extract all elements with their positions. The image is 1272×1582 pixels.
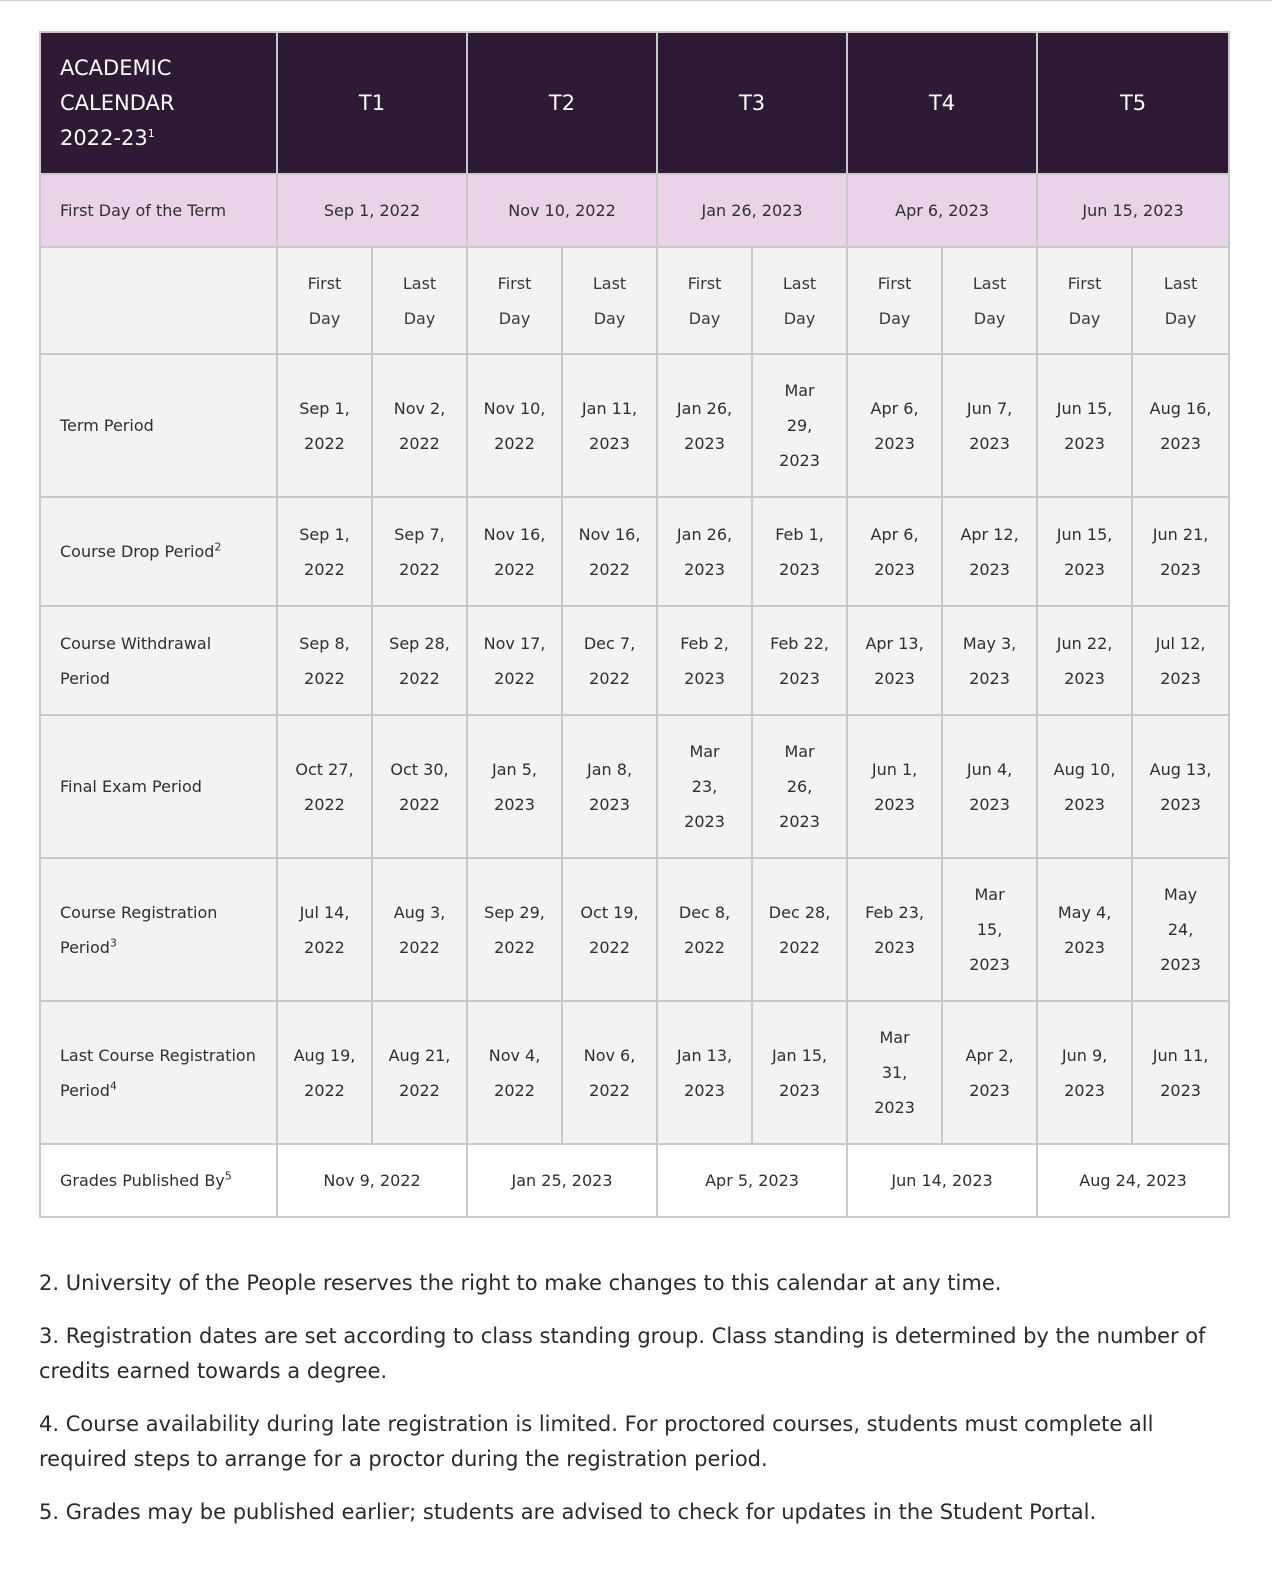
first-day-t4: Apr 6, 2023 bbox=[847, 174, 1037, 247]
date-cell-text: Feb 23, bbox=[865, 902, 924, 922]
date-cell bbox=[562, 715, 657, 858]
date-cell bbox=[752, 1001, 847, 1144]
date-cell-text: 2023 bbox=[684, 668, 725, 688]
date-cell-text: 2023 bbox=[969, 794, 1010, 814]
date-cell-text: Jun 1, bbox=[871, 759, 918, 779]
date-cell bbox=[277, 858, 372, 1001]
grades-published-footnote: 5 bbox=[224, 1169, 232, 1183]
date-cell bbox=[942, 1001, 1037, 1144]
date-cell-text: 2022 bbox=[494, 937, 535, 957]
date-cell bbox=[847, 715, 942, 858]
first-day-header-t2 bbox=[467, 247, 562, 354]
grades-published-t3: Apr 5, 2023 bbox=[657, 1144, 847, 1217]
date-cell-text: 2023 bbox=[779, 559, 820, 579]
date-cell-text: Jan 26, bbox=[676, 398, 733, 418]
date-cell bbox=[1132, 715, 1229, 858]
row-label-text: Term Period bbox=[60, 416, 154, 435]
date-cell bbox=[1132, 497, 1229, 606]
row-label bbox=[40, 606, 277, 715]
grades-published-row bbox=[40, 1144, 1229, 1217]
date-cell bbox=[1037, 497, 1132, 606]
subheader-text: Last bbox=[592, 273, 627, 293]
date-cell bbox=[657, 354, 752, 497]
date-cell-text: Jun 21, bbox=[1152, 524, 1209, 544]
first-day-t2: Nov 10, 2022 bbox=[467, 174, 657, 247]
date-cell-text: 2023 bbox=[684, 1080, 725, 1100]
date-cell-text: Sep 8, bbox=[299, 633, 350, 653]
first-day-t3: Jan 26, 2023 bbox=[657, 174, 847, 247]
date-cell-text: Aug 21, bbox=[388, 1045, 451, 1065]
date-cell-text: Jun 7, bbox=[966, 398, 1013, 418]
date-cell-text: 2023 bbox=[684, 433, 725, 453]
date-cell-text: Jan 26, bbox=[676, 524, 733, 544]
row-label-text: Course Registration Period bbox=[60, 902, 218, 957]
date-cell-text: Dec 8, bbox=[678, 902, 731, 922]
date-cell bbox=[277, 497, 372, 606]
grades-published-label-text: Grades Published By bbox=[60, 1171, 225, 1190]
date-cell-text: 2022 bbox=[399, 433, 440, 453]
date-cell-text: 2023 bbox=[1064, 433, 1105, 453]
date-cell-text: 2023 bbox=[589, 794, 630, 814]
subheader-text: First bbox=[497, 273, 532, 293]
date-cell-text: Dec 28, bbox=[768, 902, 831, 922]
subheader-text: First bbox=[687, 273, 722, 293]
table-row bbox=[40, 497, 1229, 606]
date-cell-text: 2023 bbox=[1064, 794, 1105, 814]
row-label bbox=[40, 858, 277, 1001]
date-cell-text: 2023 bbox=[779, 451, 820, 470]
date-cell-text: Sep 1, bbox=[299, 398, 350, 418]
date-cell-text: 2023 bbox=[779, 1080, 820, 1100]
footnote-3: 3. Registration dates are set according to class standing group. Class standing is determined by the number of credits earned towards a degree. bbox=[39, 1324, 1206, 1383]
date-cell bbox=[562, 354, 657, 497]
first-day-t5: Jun 15, 2023 bbox=[1037, 174, 1229, 247]
date-cell bbox=[562, 1001, 657, 1144]
date-cell bbox=[657, 497, 752, 606]
date-cell-text: 2022 bbox=[494, 433, 535, 453]
date-cell-text: Jan 15, bbox=[771, 1045, 828, 1065]
date-cell-text: 2022 bbox=[304, 668, 345, 688]
date-cell bbox=[467, 497, 562, 606]
date-cell bbox=[1037, 858, 1132, 1001]
last-day-header-t5 bbox=[1132, 247, 1229, 354]
date-cell-text: Oct 30, bbox=[390, 759, 449, 779]
date-cell-text: Nov 16, bbox=[578, 524, 641, 544]
footnote-4: 4. Course availability during late registration is limited. For proctored courses, students must complete all required steps to arrange for a proctor during the registration period. bbox=[39, 1412, 1154, 1471]
date-cell bbox=[657, 715, 752, 858]
date-cell-text: Aug 10, bbox=[1053, 759, 1116, 779]
date-cell-text: Sep 7, bbox=[394, 524, 445, 544]
date-cell-text: Jan 8, bbox=[587, 759, 633, 779]
date-cell-text: 2023 bbox=[684, 559, 725, 579]
date-cell-text: Jun 15, bbox=[1056, 398, 1113, 418]
row-label-text: Course Withdrawal Period bbox=[60, 633, 212, 688]
date-cell-text: 2023 bbox=[969, 559, 1010, 579]
date-cell-text: Aug 13, bbox=[1149, 759, 1212, 779]
date-cell-text: Nov 17, bbox=[483, 633, 546, 653]
term-header-t1: T1 bbox=[277, 32, 467, 174]
date-cell-text: 15, bbox=[976, 920, 1003, 939]
subheader-blank bbox=[40, 247, 277, 354]
date-cell-text: 2023 bbox=[1160, 668, 1201, 688]
first-day-header-t5 bbox=[1037, 247, 1132, 354]
footnotes bbox=[39, 1266, 1234, 1548]
date-cell bbox=[847, 1001, 942, 1144]
date-cell-text: Sep 28, bbox=[389, 633, 450, 653]
date-cell-text: 29, bbox=[786, 416, 813, 435]
date-cell bbox=[942, 715, 1037, 858]
date-cell bbox=[467, 715, 562, 858]
subheader-text: Day bbox=[878, 308, 911, 328]
row-label bbox=[40, 715, 277, 858]
subheader-text: Last bbox=[782, 273, 817, 293]
date-cell bbox=[1037, 715, 1132, 858]
date-cell-text: Feb 22, bbox=[770, 633, 829, 653]
date-cell-text: Apr 6, bbox=[870, 524, 919, 544]
subheader-text: Day bbox=[498, 308, 531, 328]
date-cell bbox=[1132, 354, 1229, 497]
subheader-text: Last bbox=[1163, 273, 1198, 293]
date-cell bbox=[847, 858, 942, 1001]
date-cell-text: 2023 bbox=[1160, 794, 1201, 814]
date-cell-text: Feb 1, bbox=[775, 524, 824, 544]
table-row bbox=[40, 715, 1229, 858]
date-cell bbox=[562, 606, 657, 715]
date-cell-text: 2022 bbox=[304, 1080, 345, 1100]
grades-published-t4: Jun 14, 2023 bbox=[847, 1144, 1037, 1217]
grades-published-t2: Jan 25, 2023 bbox=[467, 1144, 657, 1217]
date-cell-text: 2023 bbox=[1064, 668, 1105, 688]
date-cell bbox=[752, 715, 847, 858]
calendar-title bbox=[40, 32, 277, 174]
title-footnote: 1 bbox=[147, 126, 155, 140]
date-cell-text: 2022 bbox=[399, 937, 440, 957]
date-cell bbox=[467, 858, 562, 1001]
subheader-text: Day bbox=[593, 308, 626, 328]
grades-published-t1: Nov 9, 2022 bbox=[277, 1144, 467, 1217]
date-cell bbox=[372, 858, 467, 1001]
grades-published-label bbox=[40, 1144, 277, 1217]
first-last-day-subheader bbox=[40, 247, 1229, 354]
title-line-1: ACADEMIC bbox=[60, 55, 172, 80]
row-label-footnote: 4 bbox=[109, 1079, 117, 1093]
date-cell-text: Nov 2, bbox=[393, 398, 446, 418]
date-cell bbox=[277, 354, 372, 497]
date-cell bbox=[277, 606, 372, 715]
date-cell bbox=[1132, 1001, 1229, 1144]
date-cell bbox=[372, 354, 467, 497]
date-cell-text: Jun 4, bbox=[966, 759, 1013, 779]
subheader-text: Day bbox=[1164, 308, 1197, 328]
subheader-text: Day bbox=[688, 308, 721, 328]
date-cell-text: 2023 bbox=[779, 812, 820, 831]
date-cell-text: Jan 13, bbox=[676, 1045, 733, 1065]
date-cell bbox=[277, 715, 372, 858]
date-cell-text: Jul 12, bbox=[1155, 633, 1206, 653]
date-cell-text: Jul 14, bbox=[299, 902, 350, 922]
date-cell-text: 2022 bbox=[494, 1080, 535, 1100]
date-cell-text: 2023 bbox=[779, 668, 820, 688]
subheader-text: First bbox=[1067, 273, 1102, 293]
date-cell-text: 2023 bbox=[969, 668, 1010, 688]
date-cell bbox=[847, 606, 942, 715]
date-cell-text: 2023 bbox=[1160, 433, 1201, 453]
subheader-text: First bbox=[307, 273, 342, 293]
date-cell-text: Jun 9, bbox=[1061, 1045, 1108, 1065]
date-cell-text: Nov 10, bbox=[483, 398, 546, 418]
date-cell-text: 2022 bbox=[304, 794, 345, 814]
date-cell bbox=[1132, 858, 1229, 1001]
date-cell bbox=[562, 858, 657, 1001]
table-row bbox=[40, 354, 1229, 497]
first-day-header-t3 bbox=[657, 247, 752, 354]
date-cell-text: Apr 12, bbox=[960, 524, 1019, 544]
footnote-2: 2. University of the People reserves the right to make changes to this calendar at any time. bbox=[39, 1271, 1002, 1295]
date-cell-text: Jan 11, bbox=[581, 398, 638, 418]
date-cell bbox=[657, 606, 752, 715]
date-cell-text: 23, bbox=[691, 777, 718, 796]
date-cell-text: 2022 bbox=[399, 1080, 440, 1100]
date-cell-text: Oct 27, bbox=[295, 759, 354, 779]
title-line-3: 2022-23 bbox=[60, 125, 148, 150]
subheader-text: Last bbox=[972, 273, 1007, 293]
first-day-label: First Day of the Term bbox=[40, 174, 277, 247]
last-day-header-t1 bbox=[372, 247, 467, 354]
date-cell-text: 2022 bbox=[589, 559, 630, 579]
first-day-row bbox=[40, 174, 1229, 247]
table-row bbox=[40, 606, 1229, 715]
date-cell-text: 31, bbox=[881, 1063, 908, 1082]
date-cell-text: Mar bbox=[784, 742, 815, 761]
date-cell bbox=[1037, 606, 1132, 715]
date-cell bbox=[1132, 606, 1229, 715]
date-cell-text: 2023 bbox=[684, 812, 725, 831]
date-cell-text: 2023 bbox=[1160, 1080, 1201, 1100]
date-cell-text: May 4, bbox=[1057, 902, 1112, 922]
date-cell-text: 2022 bbox=[684, 937, 725, 957]
date-cell-text: May bbox=[1164, 885, 1198, 904]
date-cell bbox=[562, 497, 657, 606]
term-header-t3: T3 bbox=[657, 32, 847, 174]
last-day-header-t3 bbox=[752, 247, 847, 354]
row-label bbox=[40, 497, 277, 606]
row-label-text: Final Exam Period bbox=[60, 777, 202, 796]
date-cell-text: 2022 bbox=[399, 559, 440, 579]
row-label bbox=[40, 354, 277, 497]
footnote-5: 5. Grades may be published earlier; students are advised to check for updates in the Student Portal. bbox=[39, 1500, 1097, 1524]
date-cell bbox=[372, 497, 467, 606]
date-cell-text: Jun 15, bbox=[1056, 524, 1113, 544]
date-cell-text: 2023 bbox=[589, 433, 630, 453]
subheader-text: Day bbox=[308, 308, 341, 328]
date-cell-text: Mar bbox=[784, 381, 815, 400]
date-cell-text: 26, bbox=[786, 777, 813, 796]
date-cell-text: 2022 bbox=[304, 559, 345, 579]
date-cell bbox=[277, 1001, 372, 1144]
date-cell-text: Aug 16, bbox=[1149, 398, 1212, 418]
date-cell-text: Jun 11, bbox=[1152, 1045, 1209, 1065]
subheader-text: Day bbox=[973, 308, 1006, 328]
date-cell-text: 2023 bbox=[874, 794, 915, 814]
date-cell bbox=[752, 354, 847, 497]
date-cell-text: 2023 bbox=[1160, 559, 1201, 579]
date-cell-text: 2022 bbox=[304, 937, 345, 957]
date-cell-text: Nov 16, bbox=[483, 524, 546, 544]
date-cell-text: 2023 bbox=[969, 1080, 1010, 1100]
date-cell-text: 2023 bbox=[1064, 559, 1105, 579]
date-cell-text: Apr 13, bbox=[865, 633, 924, 653]
table-row bbox=[40, 1001, 1229, 1144]
date-cell bbox=[1037, 1001, 1132, 1144]
subheader-text: Last bbox=[402, 273, 437, 293]
date-cell bbox=[467, 1001, 562, 1144]
date-cell bbox=[372, 715, 467, 858]
date-cell-text: Apr 6, bbox=[870, 398, 919, 418]
date-cell-text: 2022 bbox=[399, 794, 440, 814]
date-cell-text: Sep 29, bbox=[484, 902, 545, 922]
date-cell bbox=[752, 497, 847, 606]
date-cell-text: 24, bbox=[1167, 920, 1194, 939]
top-divider bbox=[0, 0, 1272, 1]
academic-calendar-table bbox=[39, 31, 1230, 1218]
date-cell bbox=[657, 1001, 752, 1144]
date-cell bbox=[467, 354, 562, 497]
row-label-footnote: 2 bbox=[214, 540, 222, 554]
row-label-footnote: 3 bbox=[109, 936, 117, 950]
date-cell bbox=[942, 606, 1037, 715]
date-cell-text: Apr 2, bbox=[965, 1045, 1014, 1065]
date-cell-text: Mar bbox=[974, 885, 1005, 904]
date-cell-text: 2022 bbox=[304, 433, 345, 453]
first-day-t1: Sep 1, 2022 bbox=[277, 174, 467, 247]
date-cell-text: Mar bbox=[879, 1028, 910, 1047]
date-cell-text: Jan 5, bbox=[492, 759, 538, 779]
date-cell-text: 2022 bbox=[589, 668, 630, 688]
header-row bbox=[40, 32, 1229, 174]
date-cell-text: 2022 bbox=[494, 559, 535, 579]
date-cell-text: Nov 4, bbox=[488, 1045, 541, 1065]
subheader-text: Day bbox=[403, 308, 436, 328]
date-cell-text: Jun 22, bbox=[1056, 633, 1113, 653]
subheader-text: Day bbox=[783, 308, 816, 328]
term-header-t2: T2 bbox=[467, 32, 657, 174]
date-cell-text: 2022 bbox=[589, 937, 630, 957]
title-line-2: CALENDAR bbox=[60, 90, 175, 115]
subheader-text: First bbox=[877, 273, 912, 293]
first-day-header-t4 bbox=[847, 247, 942, 354]
date-cell-text: Dec 7, bbox=[583, 633, 636, 653]
subheader-text: Day bbox=[1068, 308, 1101, 328]
date-cell-text: 2023 bbox=[494, 794, 535, 814]
date-cell-text: 2022 bbox=[589, 1080, 630, 1100]
date-cell-text: Oct 19, bbox=[580, 902, 639, 922]
date-cell-text: 2023 bbox=[1064, 1080, 1105, 1100]
date-cell-text: 2023 bbox=[874, 1098, 915, 1117]
date-cell bbox=[942, 497, 1037, 606]
date-cell bbox=[847, 497, 942, 606]
date-cell-text: 2023 bbox=[874, 937, 915, 957]
date-cell bbox=[942, 858, 1037, 1001]
date-cell-text: 2022 bbox=[494, 668, 535, 688]
date-cell-text: 2022 bbox=[779, 937, 820, 957]
term-header-t4: T4 bbox=[847, 32, 1037, 174]
table-row bbox=[40, 858, 1229, 1001]
date-cell-text: Aug 3, bbox=[393, 902, 446, 922]
date-cell-text: 2023 bbox=[874, 668, 915, 688]
date-cell bbox=[467, 606, 562, 715]
date-cell-text: Mar bbox=[689, 742, 720, 761]
date-cell bbox=[752, 606, 847, 715]
row-label-text: Course Drop Period bbox=[60, 542, 215, 561]
term-header-t5: T5 bbox=[1037, 32, 1229, 174]
date-cell-text: Sep 1, bbox=[299, 524, 350, 544]
date-cell-text: 2023 bbox=[1064, 937, 1105, 957]
row-label bbox=[40, 1001, 277, 1144]
last-day-header-t2 bbox=[562, 247, 657, 354]
date-cell bbox=[847, 354, 942, 497]
date-cell-text: May 3, bbox=[962, 633, 1017, 653]
date-cell-text: Feb 2, bbox=[680, 633, 729, 653]
date-cell-text: Nov 6, bbox=[583, 1045, 636, 1065]
date-cell-text: 2023 bbox=[1160, 955, 1201, 974]
date-cell-text: Aug 19, bbox=[293, 1045, 356, 1065]
last-day-header-t4 bbox=[942, 247, 1037, 354]
first-day-header-t1 bbox=[277, 247, 372, 354]
date-cell-text: 2022 bbox=[399, 668, 440, 688]
date-cell bbox=[942, 354, 1037, 497]
date-cell bbox=[752, 858, 847, 1001]
date-cell bbox=[1037, 354, 1132, 497]
date-cell bbox=[372, 1001, 467, 1144]
row-label-text: Last Course Registration Period bbox=[60, 1045, 256, 1100]
date-cell bbox=[372, 606, 467, 715]
date-cell-text: 2023 bbox=[969, 433, 1010, 453]
date-cell-text: 2023 bbox=[969, 955, 1010, 974]
date-cell-text: 2023 bbox=[874, 559, 915, 579]
date-cell bbox=[657, 858, 752, 1001]
date-cell-text: 2023 bbox=[874, 433, 915, 453]
grades-published-t5: Aug 24, 2023 bbox=[1037, 1144, 1229, 1217]
